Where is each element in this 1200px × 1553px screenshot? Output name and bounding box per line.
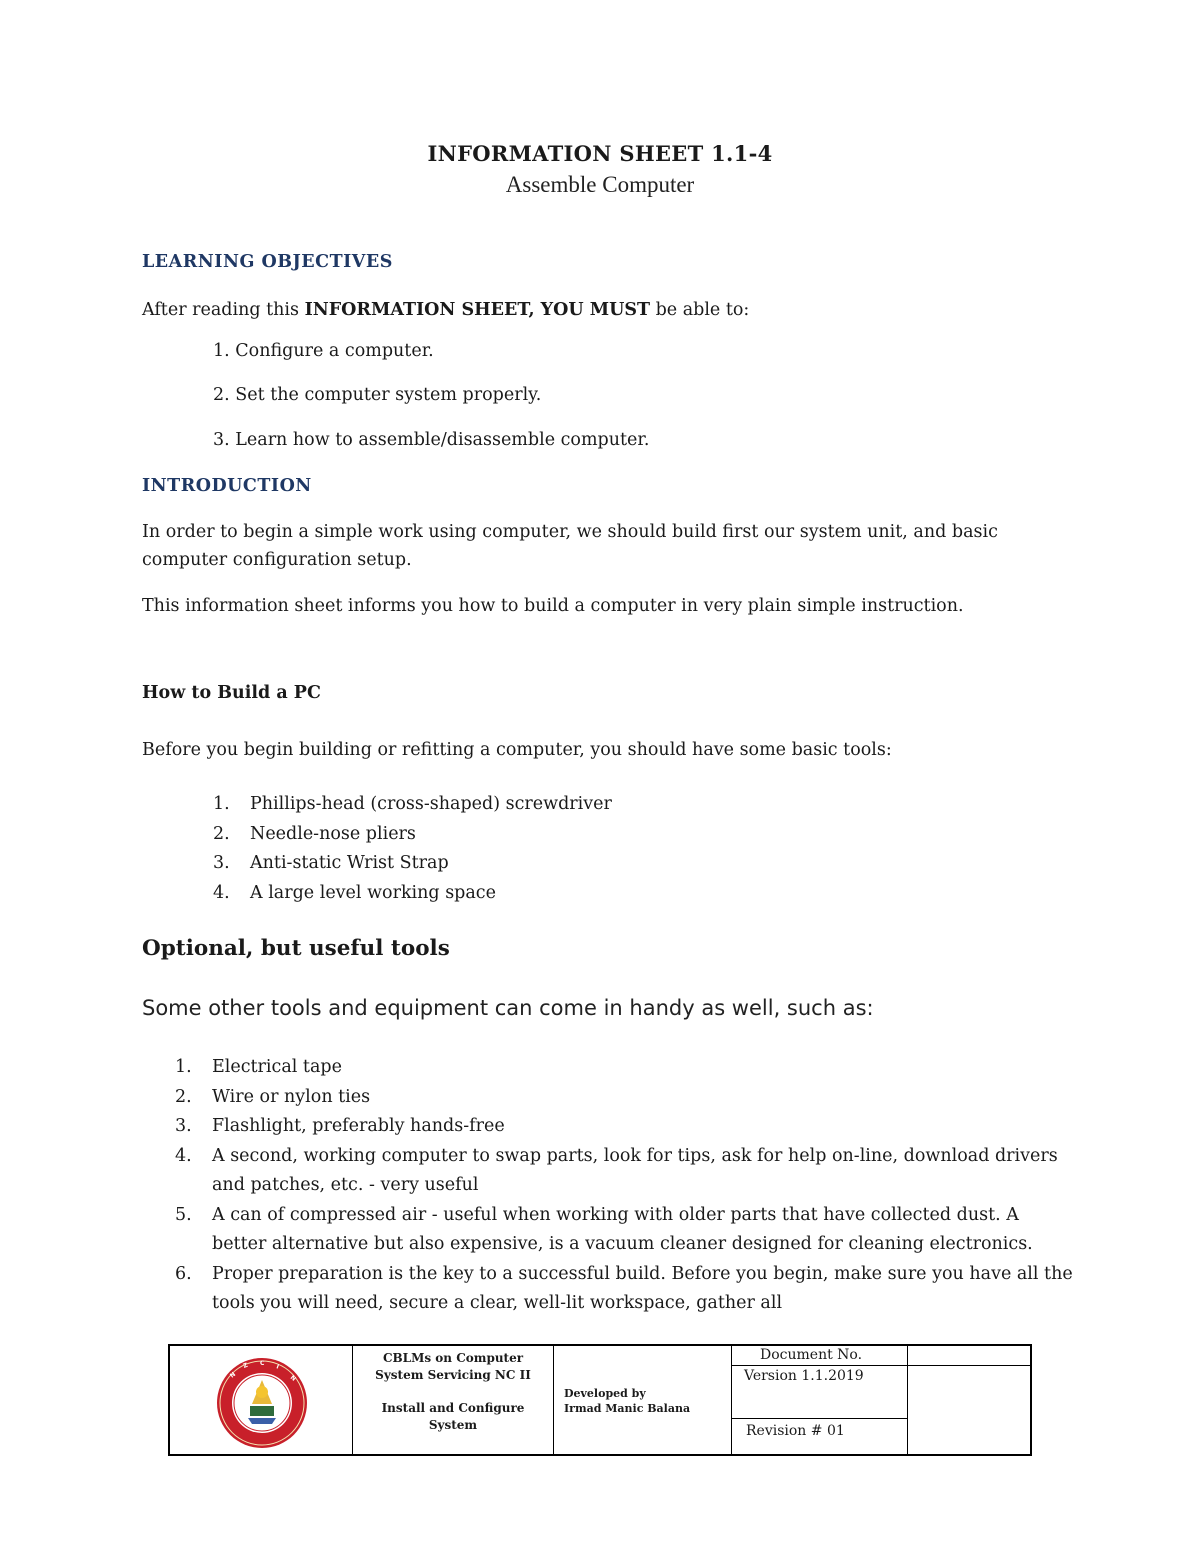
footer-logo-cell	[170, 1346, 353, 1454]
list-item	[175, 1083, 1075, 1113]
objective-text: Learn how to assemble/disassemble computer.	[235, 430, 650, 450]
objective-item	[213, 385, 541, 405]
list-number: 3.	[175, 1116, 192, 1136]
svg-text:N: N	[228, 1370, 238, 1380]
introduction-heading: INTRODUCTION	[142, 476, 312, 496]
document-title: INFORMATION SHEET 1.1-4	[427, 141, 773, 166]
developer-name: Irmad Manic Balana	[564, 1402, 691, 1415]
learning-objectives-intro	[142, 296, 1072, 324]
document-revision: Revision # 01	[746, 1423, 845, 1439]
cblm-line-4: System	[428, 1418, 478, 1432]
list-number: 5.	[175, 1204, 192, 1225]
list-number: 6.	[175, 1263, 192, 1284]
objective-number: 3.	[213, 430, 230, 450]
list-number: 1.	[175, 1057, 192, 1077]
list-number: 4.	[175, 1145, 192, 1166]
introduction-paragraph-1: In order to begin a simple work using computer, we should build first our system unit, and basic computer configuration setup.	[142, 522, 998, 570]
svg-text:C: C	[260, 1360, 265, 1367]
list-item	[213, 820, 612, 850]
document-divider	[732, 1418, 907, 1419]
cblm-title	[353, 1350, 553, 1384]
intro-suffix: be able to:	[650, 300, 750, 320]
learning-objectives-heading: LEARNING OBJECTIVES	[142, 252, 393, 272]
document-version: Version 1.1.2019	[744, 1368, 864, 1384]
optional-tools-list	[175, 1053, 1075, 1312]
introduction-paragraph-2: This information sheet informs you how to build a computer in very plain simple instruction.	[142, 596, 964, 616]
cblm-line-1: CBLMs on Computer	[382, 1351, 524, 1365]
developer-info	[564, 1386, 731, 1416]
objective-item	[213, 430, 649, 450]
list-number: 2.	[175, 1086, 192, 1107]
list-text: A can of compressed air - useful when working with older parts that have collected dust. A better alternative but also expensive, is a vacuum cleaner designed for cleaning electronics.	[212, 1204, 1033, 1254]
objective-item	[213, 341, 434, 361]
list-number: 4.	[213, 882, 230, 903]
list-text: Proper preparation is the key to a successful build. Before you begin, make sure you have all the tools you will need, secure a clear, well-lit workspace, gather all	[212, 1263, 1073, 1312]
list-item	[213, 849, 612, 879]
developer-label: Developed by	[564, 1387, 646, 1400]
list-text: Electrical tape	[212, 1057, 342, 1077]
list-item	[175, 1112, 1075, 1142]
cblm-line-2: System Servicing NC II	[375, 1368, 531, 1382]
list-item	[175, 1053, 1075, 1083]
svg-text:I: I	[275, 1363, 280, 1371]
build-heading: How to Build a PC	[142, 683, 321, 703]
list-text: Flashlight, preferably hands-free	[212, 1116, 505, 1136]
intro-prefix: After reading this	[142, 300, 305, 320]
list-text: Phillips-head (cross-shaped) screwdriver	[250, 794, 612, 814]
svg-text:Z: Z	[242, 1361, 249, 1370]
document-number: Document No.	[732, 1346, 907, 1366]
optional-tools-intro: Some other tools and equipment can come in handy as well, such as:	[142, 996, 874, 1020]
footer-cblm-cell	[353, 1346, 554, 1454]
list-number: 1.	[213, 794, 230, 814]
list-text: A second, working computer to swap parts, look for tips, ask for help on-line, download drivers and patches, etc. - very useful	[212, 1145, 1058, 1195]
document-subtitle: Assemble Computer	[505, 172, 695, 197]
list-item	[175, 1142, 1075, 1201]
cblm-line-3: Install and Configure	[381, 1401, 525, 1415]
list-number: 3.	[213, 853, 230, 873]
list-item	[213, 790, 612, 820]
list-item	[175, 1260, 1075, 1312]
list-item	[213, 879, 612, 909]
list-text: Wire or nylon ties	[212, 1086, 371, 1107]
list-item	[175, 1201, 1075, 1260]
footer-developer-cell	[554, 1346, 732, 1454]
list-text: Anti-static Wrist Strap	[250, 853, 449, 873]
footer-blank-cell	[908, 1365, 1030, 1366]
footer-table	[168, 1344, 1032, 1456]
optional-tools-heading: Optional, but useful tools	[142, 936, 450, 961]
intro-bold: INFORMATION SHEET, YOU MUST	[304, 300, 651, 320]
list-text: A large level working space	[250, 882, 496, 903]
objective-number: 1.	[213, 341, 230, 361]
objective-text: Configure a computer.	[235, 341, 434, 361]
cblm-subtitle	[353, 1400, 553, 1434]
svg-text:N: N	[288, 1374, 298, 1383]
footer-document-cell	[732, 1346, 908, 1454]
objective-number: 2.	[213, 385, 230, 405]
objective-text: Set the computer system properly.	[235, 385, 542, 405]
list-text: Needle-nose pliers	[250, 823, 416, 844]
list-number: 2.	[213, 823, 230, 844]
college-seal-icon	[212, 1356, 312, 1450]
basic-tools-list	[213, 790, 612, 908]
build-intro: Before you begin building or refitting a computer, you should have some basic tools:	[142, 740, 892, 760]
